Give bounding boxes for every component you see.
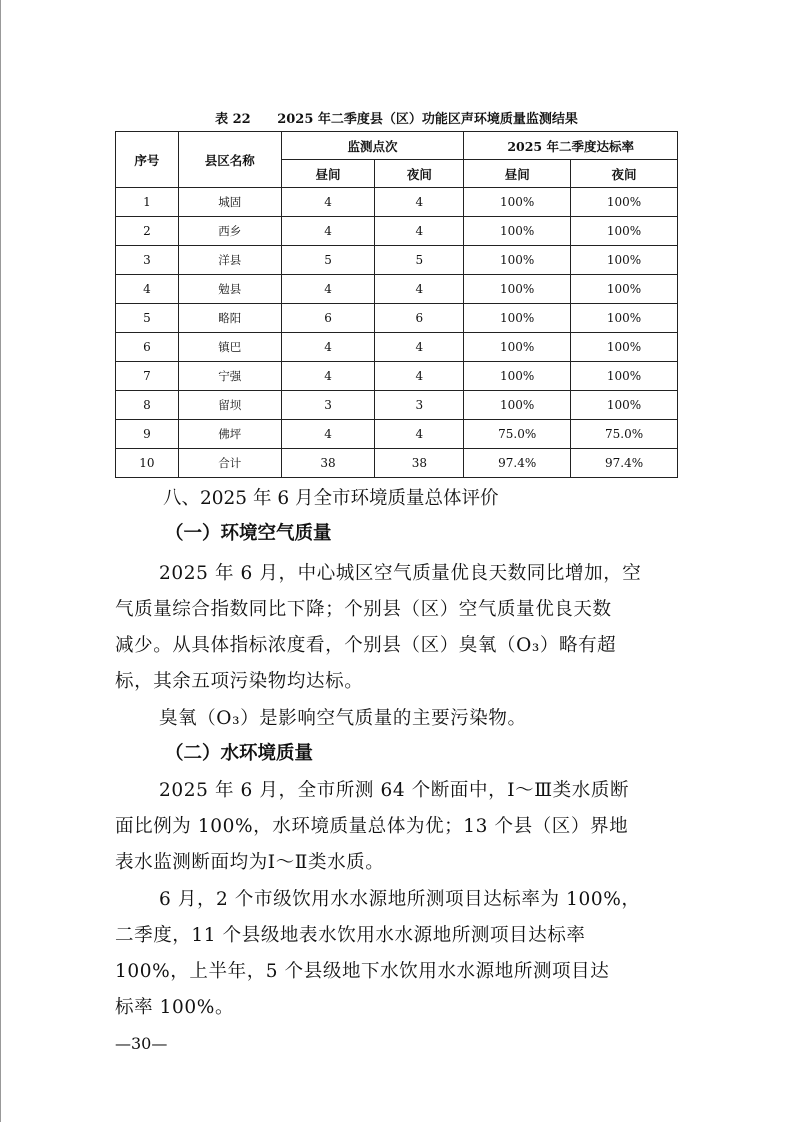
paragraph-line: 二季度，11 个县级地表水饮用水水源地所测项目达标率 xyxy=(115,925,586,946)
cell-county: 洋县 xyxy=(178,246,281,275)
table-row xyxy=(116,420,678,449)
table-row xyxy=(116,217,678,246)
paragraph-line: 6 月，2 个市级饮用水水源地所测项目达标率为 100%， xyxy=(159,889,641,910)
cell-night-points: 5 xyxy=(375,246,464,275)
cell-day-points: 3 xyxy=(281,391,375,420)
page-edge xyxy=(0,0,1,1122)
cell-day-points: 4 xyxy=(281,217,375,246)
table-row xyxy=(116,333,678,362)
paragraph-line: 减少。从具体指标浓度看，个别县（区）臭氧（O₃）略有超 xyxy=(115,635,617,656)
header-points-night: 夜间 xyxy=(375,160,464,188)
cell-day-rate: 75.0% xyxy=(464,420,571,449)
table-row xyxy=(116,304,678,333)
cell-seq: 5 xyxy=(116,304,179,333)
cell-night-points: 4 xyxy=(375,420,464,449)
cell-night-points: 6 xyxy=(375,304,464,333)
cell-seq: 2 xyxy=(116,217,179,246)
cell-county: 宁强 xyxy=(178,362,281,391)
cell-night-rate: 100% xyxy=(571,333,678,362)
paragraph-line: 2025 年 6 月，中心城区空气质量优良天数同比增加，空 xyxy=(159,563,642,584)
header-points: 监测点次 xyxy=(281,132,464,160)
header-seq: 序号 xyxy=(116,132,179,188)
header-rate-day: 昼间 xyxy=(464,160,571,188)
header-county: 县区名称 xyxy=(178,132,281,188)
water-paragraph-1 xyxy=(115,776,675,877)
paragraph-line: 面比例为 100%，水环境质量总体为优；13 个县（区）界地 xyxy=(115,816,629,837)
cell-day-points: 4 xyxy=(281,362,375,391)
cell-night-points: 4 xyxy=(375,362,464,391)
cell-day-points: 5 xyxy=(281,246,375,275)
cell-county: 佛坪 xyxy=(178,420,281,449)
paragraph-line: 2025 年 6 月，全市所测 64 个断面中，Ⅰ～Ⅲ类水质断 xyxy=(159,780,630,801)
cell-day-rate: 100% xyxy=(464,188,571,217)
cell-day-rate: 100% xyxy=(464,217,571,246)
cell-day-rate: 100% xyxy=(464,391,571,420)
table-row xyxy=(116,275,678,304)
table-row xyxy=(116,362,678,391)
header-points-day: 昼间 xyxy=(281,160,375,188)
paragraph-line: 标率 100%。 xyxy=(115,997,235,1018)
cell-county: 留坝 xyxy=(178,391,281,420)
cell-night-points: 3 xyxy=(375,391,464,420)
cell-night-points: 4 xyxy=(375,188,464,217)
cell-county: 勉县 xyxy=(178,275,281,304)
cell-seq: 8 xyxy=(116,391,179,420)
section-heading: 八、2025 年 6 月全市环境质量总体评价 xyxy=(163,488,499,509)
cell-day-points: 4 xyxy=(281,420,375,449)
cell-night-rate: 100% xyxy=(571,362,678,391)
header-rate-night: 夜间 xyxy=(571,160,678,188)
cell-day-rate: 100% xyxy=(464,304,571,333)
cell-day-rate: 100% xyxy=(464,362,571,391)
cell-county: 略阳 xyxy=(178,304,281,333)
cell-county: 城固 xyxy=(178,188,281,217)
cell-county: 镇巴 xyxy=(178,333,281,362)
paragraph-line: 表水监测断面均为Ⅰ～Ⅱ类水质。 xyxy=(115,852,385,873)
table-row xyxy=(116,246,678,275)
cell-county: 合计 xyxy=(178,449,281,478)
table-title: 2025 年二季度县（区）功能区声环境质量监测结果 xyxy=(277,112,578,127)
cell-day-rate: 97.4% xyxy=(464,449,571,478)
cell-day-rate: 100% xyxy=(464,275,571,304)
cell-night-points: 38 xyxy=(375,449,464,478)
table-row-total xyxy=(116,449,678,478)
air-quality-heading: （一）环境空气质量 xyxy=(165,523,332,544)
cell-county: 西乡 xyxy=(178,217,281,246)
cell-day-points: 6 xyxy=(281,304,375,333)
cell-seq: 6 xyxy=(116,333,179,362)
cell-day-points: 4 xyxy=(281,275,375,304)
cell-seq: 1 xyxy=(116,188,179,217)
cell-seq: 10 xyxy=(116,449,179,478)
cell-night-points: 4 xyxy=(375,333,464,362)
noise-monitoring-table xyxy=(115,131,678,478)
cell-night-rate: 100% xyxy=(571,391,678,420)
table-row xyxy=(116,188,678,217)
cell-night-rate: 100% xyxy=(571,275,678,304)
table-number: 表 22 xyxy=(215,112,251,127)
cell-day-points: 38 xyxy=(281,449,375,478)
paragraph-line: 气质量综合指数同比下降；个别县（区）空气质量优良天数 xyxy=(115,599,612,620)
cell-night-rate: 97.4% xyxy=(571,449,678,478)
page-number: —30— xyxy=(115,1034,168,1053)
header-rate: 2025 年二季度达标率 xyxy=(464,132,678,160)
cell-night-rate: 100% xyxy=(571,188,678,217)
paragraph-line: 标，其余五项污染物均达标。 xyxy=(115,671,364,692)
cell-night-rate: 100% xyxy=(571,304,678,333)
water-quality-heading: （二）水环境质量 xyxy=(165,743,314,764)
cell-day-rate: 100% xyxy=(464,333,571,362)
paragraph-line: 100%，上半年，5 个县级地下水饮用水水源地所测项目达 xyxy=(115,961,610,982)
cell-seq: 7 xyxy=(116,362,179,391)
table-caption xyxy=(115,108,678,127)
water-paragraph-2 xyxy=(115,885,675,1022)
cell-seq: 3 xyxy=(116,246,179,275)
cell-night-points: 4 xyxy=(375,275,464,304)
cell-day-rate: 100% xyxy=(464,246,571,275)
table-row xyxy=(116,391,678,420)
paragraph-line: 臭氧（O₃）是影响空气质量的主要污染物。 xyxy=(159,708,527,729)
cell-night-points: 4 xyxy=(375,217,464,246)
table-header-row xyxy=(116,132,678,160)
cell-seq: 9 xyxy=(116,420,179,449)
cell-night-rate: 75.0% xyxy=(571,420,678,449)
air-paragraph-2 xyxy=(115,704,675,733)
cell-night-rate: 100% xyxy=(571,246,678,275)
cell-day-points: 4 xyxy=(281,333,375,362)
cell-seq: 4 xyxy=(116,275,179,304)
cell-night-rate: 100% xyxy=(571,217,678,246)
cell-day-points: 4 xyxy=(281,188,375,217)
air-paragraph-1 xyxy=(115,559,675,696)
